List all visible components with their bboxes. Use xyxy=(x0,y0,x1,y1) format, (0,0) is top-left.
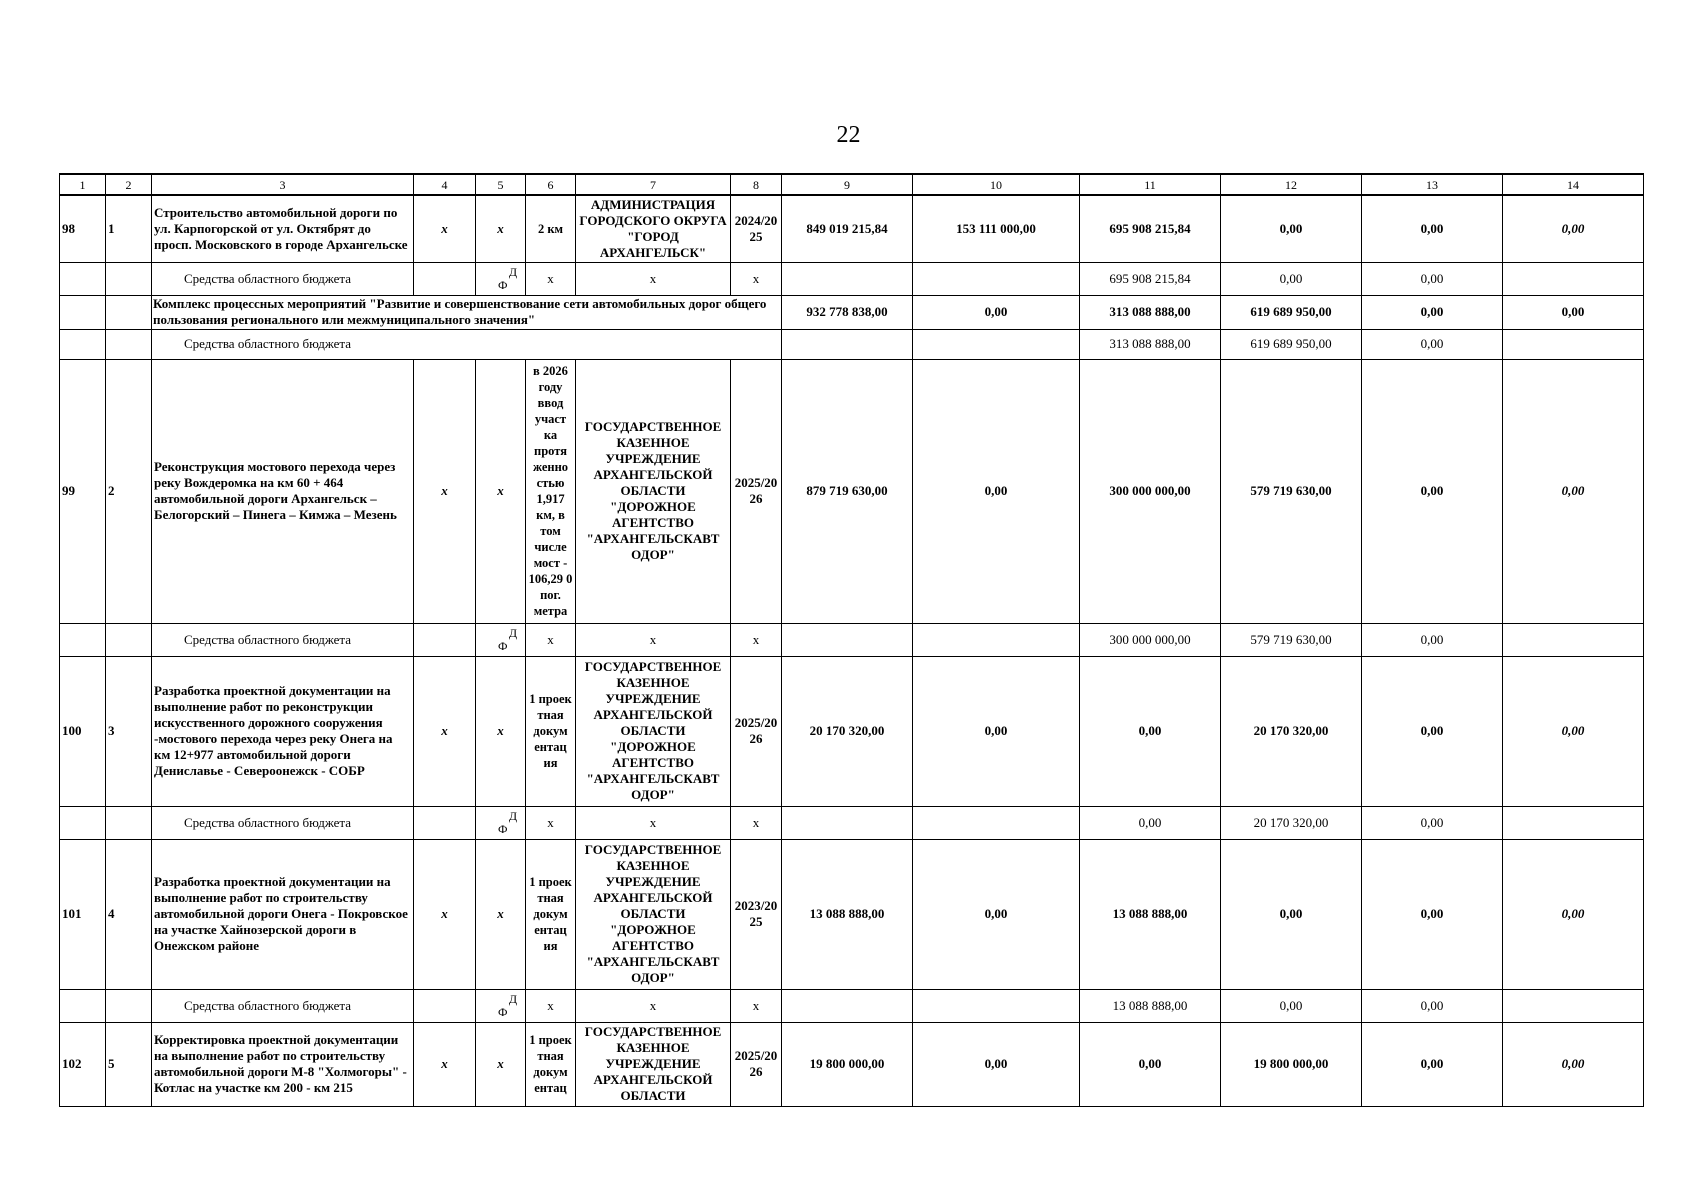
source-code: Д Ф xyxy=(476,806,526,839)
value-col9: 932 778 838,00 xyxy=(782,295,913,329)
table-row xyxy=(60,656,1644,806)
col4-value: x xyxy=(414,839,476,989)
col5-value: x xyxy=(476,195,526,262)
table-row xyxy=(60,262,1644,295)
source-code: Д Ф xyxy=(476,262,526,295)
value-col9: 879 719 630,00 xyxy=(782,359,913,623)
row-number: 101 xyxy=(60,839,106,989)
source-code: Д Ф xyxy=(476,623,526,656)
row-number: 98 xyxy=(60,195,106,262)
value-col12: 0,00 xyxy=(1221,195,1362,262)
source-code: Д Ф xyxy=(476,989,526,1022)
col6-x: x xyxy=(526,806,576,839)
col5-value: x xyxy=(476,656,526,806)
organization: АДМИНИСТРАЦИЯ ГОРОДСКОГО ОКРУГА "ГОРОД АРХАНГЕЛЬСК" xyxy=(576,195,731,262)
object-name: Корректировка проектной документации на выполнение работ по строительству автомобильной дороги М-8 "Холмогоры" - Котлас на участке км 200 - км 215 xyxy=(152,1022,414,1106)
table-row xyxy=(60,329,1644,359)
organization: ГОСУДАРСТВЕННОЕ КАЗЕННОЕ УЧРЕЖДЕНИЕ АРХАНГЕЛЬСКОЙ ОБЛАСТИ "ДОРОЖНОЕ АГЕНТСТВО "АРХАНГЕЛЬСКАВТ ОДОР" xyxy=(576,839,731,989)
value-col13: 0,00 xyxy=(1362,262,1503,295)
table-row xyxy=(60,295,1644,329)
header-col-13: 13 xyxy=(1362,174,1503,195)
period: 2025/20 26 xyxy=(731,656,782,806)
header-col-11: 11 xyxy=(1080,174,1221,195)
value-col11: 13 088 888,00 xyxy=(1080,989,1221,1022)
value-col10: 0,00 xyxy=(913,656,1080,806)
object-name: Разработка проектной документации на выполнение работ по строительству автомобильной дороги Онега - Покровское на участке Хайнозерской дороги в Онежском районе xyxy=(152,839,414,989)
value-col12: 19 800 000,00 xyxy=(1221,1022,1362,1106)
header-col-6: 6 xyxy=(526,174,576,195)
col4-value: x xyxy=(414,195,476,262)
header-col-7: 7 xyxy=(576,174,731,195)
source-label: Средства областного бюджета xyxy=(152,623,414,656)
value-col14: 0,00 xyxy=(1503,839,1644,989)
col7-x: x xyxy=(576,262,731,295)
table-row xyxy=(60,195,1644,262)
table-row xyxy=(60,839,1644,989)
value-col9: 849 019 215,84 xyxy=(782,195,913,262)
period: 2025/20 26 xyxy=(731,359,782,623)
value-col12: 0,00 xyxy=(1221,839,1362,989)
period: 2025/20 26 xyxy=(731,1022,782,1106)
col8-x: x xyxy=(731,262,782,295)
value-col11: 313 088 888,00 xyxy=(1080,329,1221,359)
value-col12: 20 170 320,00 xyxy=(1221,806,1362,839)
col6-x: x xyxy=(526,623,576,656)
value-col13: 0,00 xyxy=(1362,989,1503,1022)
value-col12: 0,00 xyxy=(1221,989,1362,1022)
col5-value: x xyxy=(476,359,526,623)
table-row xyxy=(60,359,1644,623)
quantity: 1 проек тная докум ентац ия xyxy=(526,656,576,806)
col4-value: x xyxy=(414,656,476,806)
col6-x: x xyxy=(526,989,576,1022)
value-col9: 19 800 000,00 xyxy=(782,1022,913,1106)
col6-x: x xyxy=(526,262,576,295)
value-col10: 0,00 xyxy=(913,295,1080,329)
value-col14: 0,00 xyxy=(1503,359,1644,623)
value-col11: 695 908 215,84 xyxy=(1080,195,1221,262)
value-col14: 0,00 xyxy=(1503,295,1644,329)
row-number: 99 xyxy=(60,359,106,623)
period: 2023/20 25 xyxy=(731,839,782,989)
value-col10: 0,00 xyxy=(913,839,1080,989)
value-col13: 0,00 xyxy=(1362,839,1503,989)
col7-x: x xyxy=(576,806,731,839)
header-col-8: 8 xyxy=(731,174,782,195)
quantity: в 2026 году ввод участ ка протя женно стью 1,917 км, в том числе мост - 106,29 0 пог. метра xyxy=(526,359,576,623)
organization: ГОСУДАРСТВЕННОЕ КАЗЕННОЕ УЧРЕЖДЕНИЕ АРХАНГЕЛЬСКОЙ ОБЛАСТИ xyxy=(576,1022,731,1106)
value-col11: 13 088 888,00 xyxy=(1080,839,1221,989)
value-col13: 0,00 xyxy=(1362,329,1503,359)
row-subnumber: 5 xyxy=(106,1022,152,1106)
header-col-3: 3 xyxy=(152,174,414,195)
quantity: 2 км xyxy=(526,195,576,262)
budget-table xyxy=(59,173,1644,1107)
value-col12: 619 689 950,00 xyxy=(1221,295,1362,329)
value-col12: 0,00 xyxy=(1221,262,1362,295)
table-row xyxy=(60,989,1644,1022)
col4-value: x xyxy=(414,1022,476,1106)
object-name: Разработка проектной документации на выполнение работ по реконструкции искусственного дорожного сооружения -мостового перехода через реку Онега на км 12+977 автомобильной дороги Дениславье - Североонежск - СОБР xyxy=(152,656,414,806)
source-label: Средства областного бюджета xyxy=(152,329,782,359)
col7-x: x xyxy=(576,989,731,1022)
value-col11: 0,00 xyxy=(1080,806,1221,839)
value-col12: 579 719 630,00 xyxy=(1221,623,1362,656)
source-label: Средства областного бюджета xyxy=(152,262,414,295)
complex-title: Комплекс процессных мероприятий "Развитие и совершенствование сети автомобильных дорог общего пользования регионального или межмуниципального значения" xyxy=(152,295,782,329)
value-col13: 0,00 xyxy=(1362,623,1503,656)
header-col-2: 2 xyxy=(106,174,152,195)
value-col12: 619 689 950,00 xyxy=(1221,329,1362,359)
value-col11: 0,00 xyxy=(1080,1022,1221,1106)
col7-x: x xyxy=(576,623,731,656)
value-col11: 313 088 888,00 xyxy=(1080,295,1221,329)
organization: ГОСУДАРСТВЕННОЕ КАЗЕННОЕ УЧРЕЖДЕНИЕ АРХАНГЕЛЬСКОЙ ОБЛАСТИ "ДОРОЖНОЕ АГЕНТСТВО "АРХАНГЕЛЬСКАВТ ОДОР" xyxy=(576,656,731,806)
row-subnumber: 3 xyxy=(106,656,152,806)
source-label: Средства областного бюджета xyxy=(152,806,414,839)
value-col9: 13 088 888,00 xyxy=(782,839,913,989)
header-col-14: 14 xyxy=(1503,174,1644,195)
header-row xyxy=(60,174,1644,195)
quantity: 1 проек тная докум ентац xyxy=(526,1022,576,1106)
value-col14: 0,00 xyxy=(1503,656,1644,806)
organization: ГОСУДАРСТВЕННОЕ КАЗЕННОЕ УЧРЕЖДЕНИЕ АРХАНГЕЛЬСКОЙ ОБЛАСТИ "ДОРОЖНОЕ АГЕНТСТВО "АРХАНГЕЛЬСКАВТ ОДОР" xyxy=(576,359,731,623)
value-col10: 0,00 xyxy=(913,1022,1080,1106)
table-row xyxy=(60,806,1644,839)
value-col12: 20 170 320,00 xyxy=(1221,656,1362,806)
value-col14: 0,00 xyxy=(1503,195,1644,262)
value-col11: 695 908 215,84 xyxy=(1080,262,1221,295)
col8-x: x xyxy=(731,623,782,656)
col5-value: x xyxy=(476,1022,526,1106)
table-row xyxy=(60,623,1644,656)
quantity: 1 проек тная докум ентац ия xyxy=(526,839,576,989)
value-col11: 300 000 000,00 xyxy=(1080,623,1221,656)
header-col-1: 1 xyxy=(60,174,106,195)
value-col10: 153 111 000,00 xyxy=(913,195,1080,262)
period: 2024/20 25 xyxy=(731,195,782,262)
col8-x: x xyxy=(731,989,782,1022)
col4-value: x xyxy=(414,359,476,623)
source-label: Средства областного бюджета xyxy=(152,989,414,1022)
header-col-5: 5 xyxy=(476,174,526,195)
col5-value: x xyxy=(476,839,526,989)
col8-x: x xyxy=(731,806,782,839)
value-col14: 0,00 xyxy=(1503,1022,1644,1106)
value-col12: 579 719 630,00 xyxy=(1221,359,1362,623)
value-col13: 0,00 xyxy=(1362,295,1503,329)
value-col10: 0,00 xyxy=(913,359,1080,623)
page-number: 22 xyxy=(836,122,861,148)
header-col-4: 4 xyxy=(414,174,476,195)
row-subnumber: 2 xyxy=(106,359,152,623)
object-name: Строительство автомобильной дороги по ул. Карпогорской от ул. Октябрят до просп. Московского в городе Архангельске xyxy=(152,195,414,262)
value-col9: 20 170 320,00 xyxy=(782,656,913,806)
row-subnumber: 4 xyxy=(106,839,152,989)
object-name: Реконструкция мостового перехода через реку Вождеромка на км 60 + 464 автомобильной дороги Архангельск – Белогорский – Пинега – Кимжа – Мезень xyxy=(152,359,414,623)
table-row xyxy=(60,1022,1644,1106)
value-col13: 0,00 xyxy=(1362,195,1503,262)
value-col13: 0,00 xyxy=(1362,806,1503,839)
value-col13: 0,00 xyxy=(1362,1022,1503,1106)
header-col-12: 12 xyxy=(1221,174,1362,195)
value-col13: 0,00 xyxy=(1362,656,1503,806)
row-number: 102 xyxy=(60,1022,106,1106)
value-col13: 0,00 xyxy=(1362,359,1503,623)
value-col11: 0,00 xyxy=(1080,656,1221,806)
header-col-10: 10 xyxy=(913,174,1080,195)
header-col-9: 9 xyxy=(782,174,913,195)
row-subnumber: 1 xyxy=(106,195,152,262)
row-number: 100 xyxy=(60,656,106,806)
value-col11: 300 000 000,00 xyxy=(1080,359,1221,623)
